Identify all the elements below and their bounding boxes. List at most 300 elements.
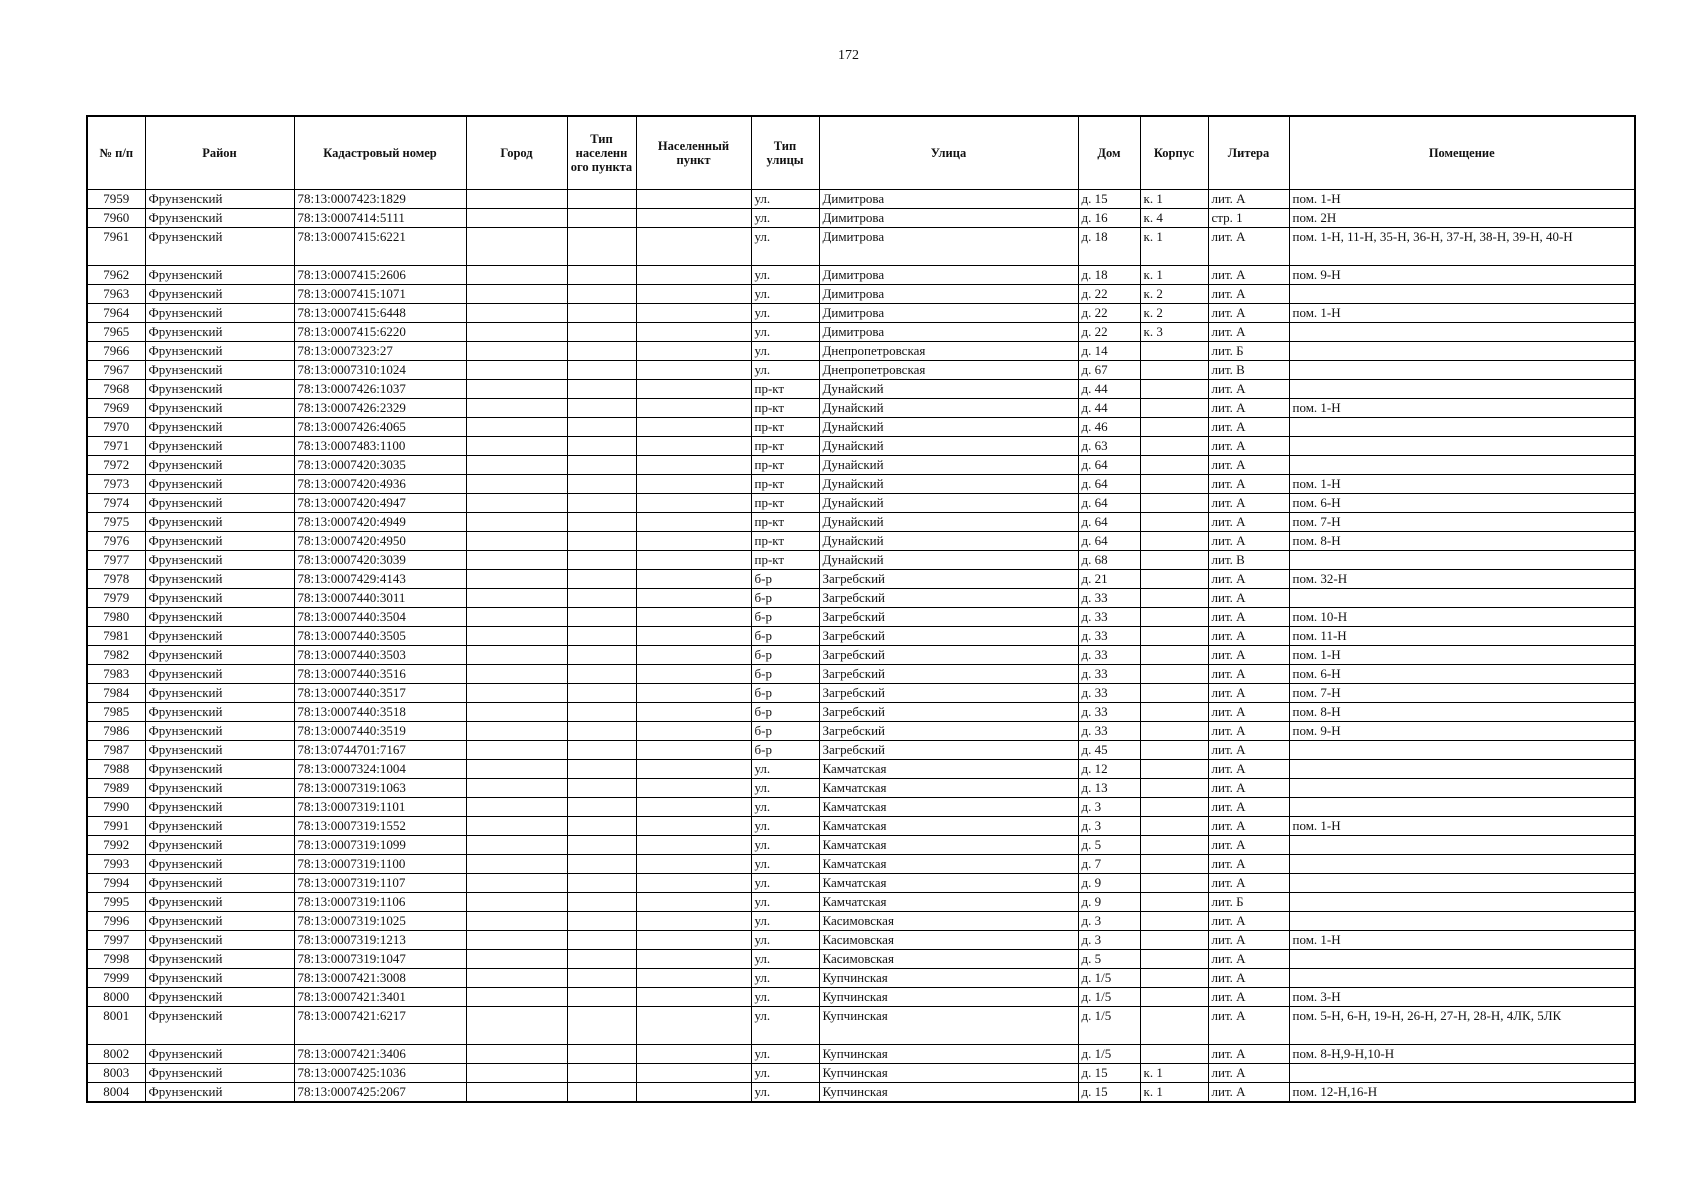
cell-cadastral-number: 78:13:0007440:3011 [294, 589, 466, 608]
cell-premises: пом. 1-Н, 11-Н, 35-Н, 36-Н, 37-Н, 38-Н, 39-Н, 40-Н [1289, 228, 1635, 266]
cell-district: Фрунзенский [145, 380, 294, 399]
cell-letter: стр. 1 [1208, 209, 1289, 228]
cell-street: Дунайский [819, 380, 1078, 399]
cell-cadastral-number: 78:13:0007319:1047 [294, 950, 466, 969]
cell-cadastral-number: 78:13:0007319:1107 [294, 874, 466, 893]
cell-street-type: б-р [751, 608, 819, 627]
cell-settlement-type [567, 646, 636, 665]
cell-district: Фрунзенский [145, 399, 294, 418]
cell-letter: лит. А [1208, 817, 1289, 836]
cell-premises: пом. 9-Н [1289, 266, 1635, 285]
cell-building [1140, 703, 1208, 722]
cell-settlement [636, 494, 751, 513]
cell-district: Фрунзенский [145, 760, 294, 779]
cell-premises [1289, 380, 1635, 399]
cell-street-type: ул. [751, 836, 819, 855]
cell-settlement [636, 266, 751, 285]
cell-settlement-type [567, 209, 636, 228]
cell-street: Димитрова [819, 209, 1078, 228]
cell-city [466, 874, 567, 893]
cell-building [1140, 950, 1208, 969]
cell-settlement-type [567, 779, 636, 798]
cell-street-type: ул. [751, 1007, 819, 1045]
table-row [87, 855, 1635, 874]
cell-premises [1289, 342, 1635, 361]
cell-district: Фрунзенский [145, 1045, 294, 1064]
cell-building [1140, 589, 1208, 608]
cell-row-number: 7970 [87, 418, 145, 437]
cell-street: Димитрова [819, 304, 1078, 323]
cell-building [1140, 912, 1208, 931]
cell-cadastral-number: 78:13:0007415:6448 [294, 304, 466, 323]
cell-settlement [636, 760, 751, 779]
cell-district: Фрунзенский [145, 665, 294, 684]
cell-settlement-type [567, 969, 636, 988]
cell-street: Димитрова [819, 190, 1078, 209]
cell-letter: лит. А [1208, 912, 1289, 931]
table-row [87, 399, 1635, 418]
cell-street: Загребский [819, 608, 1078, 627]
cell-street: Камчатская [819, 760, 1078, 779]
cell-house: д. 1/5 [1078, 1007, 1140, 1045]
cell-settlement-type [567, 608, 636, 627]
cell-building: к. 2 [1140, 304, 1208, 323]
cell-house: д. 1/5 [1078, 988, 1140, 1007]
cell-settlement [636, 836, 751, 855]
cell-building [1140, 513, 1208, 532]
cell-premises: пом. 7-Н [1289, 684, 1635, 703]
cell-letter: лит. А [1208, 874, 1289, 893]
cell-city [466, 570, 567, 589]
cell-letter: лит. А [1208, 836, 1289, 855]
cell-district: Фрунзенский [145, 342, 294, 361]
cell-row-number: 7997 [87, 931, 145, 950]
cell-building [1140, 418, 1208, 437]
cell-letter: лит. А [1208, 475, 1289, 494]
cell-settlement [636, 342, 751, 361]
cell-district: Фрунзенский [145, 627, 294, 646]
cell-street: Камчатская [819, 836, 1078, 855]
col-header-letter: Литера [1208, 116, 1289, 190]
table-row [87, 190, 1635, 209]
cell-street-type: б-р [751, 684, 819, 703]
table-row [87, 836, 1635, 855]
cell-row-number: 8004 [87, 1083, 145, 1103]
cell-settlement [636, 988, 751, 1007]
cell-city [466, 475, 567, 494]
cell-city [466, 912, 567, 931]
cell-city [466, 399, 567, 418]
cell-row-number: 7980 [87, 608, 145, 627]
table-row [87, 1083, 1635, 1103]
cell-city [466, 969, 567, 988]
cell-house: д. 44 [1078, 399, 1140, 418]
cell-premises [1289, 836, 1635, 855]
cell-street-type: пр-кт [751, 551, 819, 570]
cell-street-type: пр-кт [751, 475, 819, 494]
table-row [87, 893, 1635, 912]
cell-building [1140, 646, 1208, 665]
cell-city [466, 779, 567, 798]
cell-cadastral-number: 78:13:0007420:4936 [294, 475, 466, 494]
cell-house: д. 22 [1078, 304, 1140, 323]
cell-settlement-type [567, 285, 636, 304]
cell-letter: лит. А [1208, 988, 1289, 1007]
cell-building [1140, 836, 1208, 855]
cell-street: Камчатская [819, 817, 1078, 836]
cell-street: Дунайский [819, 551, 1078, 570]
cell-street-type: ул. [751, 190, 819, 209]
cell-district: Фрунзенский [145, 931, 294, 950]
cell-settlement [636, 608, 751, 627]
cell-letter: лит. А [1208, 684, 1289, 703]
cell-cadastral-number: 78:13:0007420:4950 [294, 532, 466, 551]
cell-row-number: 7985 [87, 703, 145, 722]
cell-house: д. 33 [1078, 589, 1140, 608]
cell-district: Фрунзенский [145, 551, 294, 570]
cell-city [466, 323, 567, 342]
cell-letter: лит. А [1208, 437, 1289, 456]
cell-settlement [636, 570, 751, 589]
cell-premises: пом. 11-Н [1289, 627, 1635, 646]
cell-row-number: 8002 [87, 1045, 145, 1064]
cell-settlement [636, 551, 751, 570]
cell-district: Фрунзенский [145, 608, 294, 627]
cell-street: Касимовская [819, 912, 1078, 931]
cell-district: Фрунзенский [145, 304, 294, 323]
cell-street-type: ул. [751, 228, 819, 266]
cell-settlement [636, 779, 751, 798]
table-row [87, 494, 1635, 513]
cell-settlement-type [567, 266, 636, 285]
cell-premises [1289, 950, 1635, 969]
cell-city [466, 532, 567, 551]
cell-row-number: 7976 [87, 532, 145, 551]
cell-street: Камчатская [819, 779, 1078, 798]
cell-street: Купчинская [819, 1007, 1078, 1045]
cell-row-number: 7969 [87, 399, 145, 418]
cell-street: Камчатская [819, 874, 1078, 893]
cell-district: Фрунзенский [145, 418, 294, 437]
cell-cadastral-number: 78:13:0007420:3039 [294, 551, 466, 570]
cell-settlement-type [567, 380, 636, 399]
cell-building: к. 1 [1140, 228, 1208, 266]
table-row [87, 228, 1635, 266]
cell-premises [1289, 437, 1635, 456]
cell-street: Загребский [819, 570, 1078, 589]
cell-row-number: 8001 [87, 1007, 145, 1045]
cell-street: Касимовская [819, 931, 1078, 950]
cell-row-number: 7964 [87, 304, 145, 323]
cell-settlement [636, 437, 751, 456]
cell-district: Фрунзенский [145, 475, 294, 494]
col-header-settlement: Населенный пункт [636, 116, 751, 190]
table-row [87, 418, 1635, 437]
cell-house: д. 13 [1078, 779, 1140, 798]
cell-settlement [636, 532, 751, 551]
cell-district: Фрунзенский [145, 855, 294, 874]
cell-district: Фрунзенский [145, 969, 294, 988]
cell-building [1140, 779, 1208, 798]
cell-street: Касимовская [819, 950, 1078, 969]
cell-district: Фрунзенский [145, 798, 294, 817]
cell-building [1140, 1007, 1208, 1045]
table-row [87, 665, 1635, 684]
cell-cadastral-number: 78:13:0007420:4947 [294, 494, 466, 513]
cell-street-type: ул. [751, 1064, 819, 1083]
cell-settlement-type [567, 931, 636, 950]
cell-house: д. 33 [1078, 684, 1140, 703]
cell-city [466, 190, 567, 209]
cell-street: Димитрова [819, 266, 1078, 285]
cell-house: д. 5 [1078, 836, 1140, 855]
cell-city [466, 494, 567, 513]
col-header-city: Город [466, 116, 567, 190]
cell-building [1140, 931, 1208, 950]
cell-street-type: ул. [751, 1083, 819, 1103]
cell-city [466, 798, 567, 817]
cell-letter: лит. А [1208, 722, 1289, 741]
cell-premises [1289, 551, 1635, 570]
cell-street: Купчинская [819, 1064, 1078, 1083]
cell-row-number: 7989 [87, 779, 145, 798]
cell-building [1140, 475, 1208, 494]
cell-cadastral-number: 78:13:0007440:3504 [294, 608, 466, 627]
cell-cadastral-number: 78:13:0007319:1025 [294, 912, 466, 931]
cell-premises: пом. 1-Н [1289, 190, 1635, 209]
cell-house: д. 46 [1078, 418, 1140, 437]
cell-district: Фрунзенский [145, 1083, 294, 1103]
cell-street-type: ул. [751, 209, 819, 228]
cell-house: д. 22 [1078, 323, 1140, 342]
cell-building [1140, 437, 1208, 456]
table-row [87, 779, 1635, 798]
cell-settlement [636, 646, 751, 665]
cell-settlement [636, 228, 751, 266]
cell-street-type: ул. [751, 304, 819, 323]
cell-settlement-type [567, 361, 636, 380]
cell-row-number: 8000 [87, 988, 145, 1007]
table-row [87, 551, 1635, 570]
cell-street-type: пр-кт [751, 456, 819, 475]
cell-cadastral-number: 78:13:0007415:6220 [294, 323, 466, 342]
cell-settlement [636, 513, 751, 532]
cell-street-type: пр-кт [751, 437, 819, 456]
cell-building: к. 1 [1140, 1083, 1208, 1103]
cell-row-number: 7968 [87, 380, 145, 399]
cell-letter: лит. В [1208, 361, 1289, 380]
cell-street: Димитрова [819, 323, 1078, 342]
cell-district: Фрунзенский [145, 1064, 294, 1083]
cell-district: Фрунзенский [145, 722, 294, 741]
cell-district: Фрунзенский [145, 266, 294, 285]
cell-row-number: 7975 [87, 513, 145, 532]
header-row [87, 116, 1635, 190]
cell-letter: лит. А [1208, 779, 1289, 798]
cell-settlement [636, 209, 751, 228]
cell-street: Днепропетровская [819, 361, 1078, 380]
cell-letter: лит. А [1208, 380, 1289, 399]
cell-house: д. 68 [1078, 551, 1140, 570]
cell-city [466, 418, 567, 437]
cell-building: к. 4 [1140, 209, 1208, 228]
cell-street-type: ул. [751, 1045, 819, 1064]
cell-row-number: 7982 [87, 646, 145, 665]
cell-city [466, 627, 567, 646]
cell-premises [1289, 323, 1635, 342]
cell-premises: пом. 3-Н [1289, 988, 1635, 1007]
cell-street: Загребский [819, 684, 1078, 703]
table-row [87, 209, 1635, 228]
cell-street: Дунайский [819, 418, 1078, 437]
cell-settlement-type [567, 418, 636, 437]
cell-settlement-type [567, 798, 636, 817]
cell-row-number: 7974 [87, 494, 145, 513]
cell-premises: пом. 1-Н [1289, 817, 1635, 836]
cell-city [466, 988, 567, 1007]
cell-premises: пом. 5-Н, 6-Н, 19-Н, 26-Н, 27-Н, 28-Н, 4ЛК, 5ЛК [1289, 1007, 1635, 1045]
cell-building [1140, 570, 1208, 589]
cell-letter: лит. А [1208, 703, 1289, 722]
cell-house: д. 3 [1078, 798, 1140, 817]
cell-building: к. 1 [1140, 190, 1208, 209]
table-row [87, 627, 1635, 646]
cell-building [1140, 627, 1208, 646]
cell-row-number: 7999 [87, 969, 145, 988]
cell-settlement [636, 323, 751, 342]
cell-street: Загребский [819, 665, 1078, 684]
cell-street: Загребский [819, 722, 1078, 741]
table-row [87, 513, 1635, 532]
cell-row-number: 7960 [87, 209, 145, 228]
cell-city [466, 513, 567, 532]
cell-row-number: 7994 [87, 874, 145, 893]
cell-street-type: б-р [751, 646, 819, 665]
cell-city [466, 950, 567, 969]
cell-row-number: 7988 [87, 760, 145, 779]
cell-cadastral-number: 78:13:0007440:3517 [294, 684, 466, 703]
cell-settlement-type [567, 1007, 636, 1045]
cell-district: Фрунзенский [145, 589, 294, 608]
cell-street: Купчинская [819, 969, 1078, 988]
cell-district: Фрунзенский [145, 513, 294, 532]
cell-street-type: ул. [751, 874, 819, 893]
cell-street-type: ул. [751, 912, 819, 931]
cell-letter: лит. А [1208, 570, 1289, 589]
cell-settlement [636, 1083, 751, 1103]
cell-city [466, 228, 567, 266]
cell-building [1140, 1045, 1208, 1064]
cell-settlement-type [567, 836, 636, 855]
cell-cadastral-number: 78:13:0007425:1036 [294, 1064, 466, 1083]
cell-district: Фрунзенский [145, 1007, 294, 1045]
cell-city [466, 817, 567, 836]
cell-letter: лит. А [1208, 1064, 1289, 1083]
cell-row-number: 7991 [87, 817, 145, 836]
table-row [87, 741, 1635, 760]
cell-letter: лит. А [1208, 855, 1289, 874]
cell-street: Димитрова [819, 228, 1078, 266]
cell-street: Загребский [819, 646, 1078, 665]
table-row [87, 608, 1635, 627]
cell-house: д. 64 [1078, 494, 1140, 513]
cell-street: Купчинская [819, 988, 1078, 1007]
cell-letter: лит. А [1208, 323, 1289, 342]
cell-cadastral-number: 78:13:0007319:1106 [294, 893, 466, 912]
col-header-settlement-type: Тип населенн ого пункта [567, 116, 636, 190]
cell-street: Дунайский [819, 532, 1078, 551]
cell-letter: лит. А [1208, 665, 1289, 684]
table-row [87, 323, 1635, 342]
cell-settlement-type [567, 1064, 636, 1083]
cell-house: д. 33 [1078, 608, 1140, 627]
cell-letter: лит. А [1208, 931, 1289, 950]
cell-city [466, 1064, 567, 1083]
table-row [87, 760, 1635, 779]
cell-letter: лит. А [1208, 798, 1289, 817]
table-row [87, 646, 1635, 665]
cell-street-type: ул. [751, 779, 819, 798]
cell-street: Загребский [819, 627, 1078, 646]
cell-letter: лит. Б [1208, 893, 1289, 912]
cell-building [1140, 722, 1208, 741]
cell-cadastral-number: 78:13:0007319:1100 [294, 855, 466, 874]
cell-house: д. 1/5 [1078, 969, 1140, 988]
cell-premises: пом. 6-Н [1289, 494, 1635, 513]
cell-street-type: ул. [751, 760, 819, 779]
table-row [87, 988, 1635, 1007]
cell-street: Днепропетровская [819, 342, 1078, 361]
cell-row-number: 7987 [87, 741, 145, 760]
cell-settlement-type [567, 228, 636, 266]
cell-settlement [636, 912, 751, 931]
table-row [87, 380, 1635, 399]
cell-street: Загребский [819, 703, 1078, 722]
table-row [87, 798, 1635, 817]
cell-settlement-type [567, 665, 636, 684]
cell-premises [1289, 1064, 1635, 1083]
cell-street-type: пр-кт [751, 532, 819, 551]
cell-settlement [636, 399, 751, 418]
cell-premises [1289, 779, 1635, 798]
cell-street: Дунайский [819, 437, 1078, 456]
cell-row-number: 7965 [87, 323, 145, 342]
cell-letter: лит. А [1208, 1083, 1289, 1103]
cell-cadastral-number: 78:13:0007324:1004 [294, 760, 466, 779]
cell-settlement-type [567, 760, 636, 779]
cell-house: д. 9 [1078, 893, 1140, 912]
cell-house: д. 7 [1078, 855, 1140, 874]
cell-premises [1289, 874, 1635, 893]
cell-settlement [636, 722, 751, 741]
cell-building [1140, 893, 1208, 912]
table-row [87, 570, 1635, 589]
cell-settlement-type [567, 342, 636, 361]
cell-settlement-type [567, 988, 636, 1007]
cell-house: д. 22 [1078, 285, 1140, 304]
cell-house: д. 21 [1078, 570, 1140, 589]
cell-letter: лит. А [1208, 513, 1289, 532]
cell-city [466, 437, 567, 456]
cell-settlement-type [567, 456, 636, 475]
cell-settlement-type [567, 950, 636, 969]
cell-street: Дунайский [819, 475, 1078, 494]
cell-city [466, 266, 567, 285]
cell-street-type: пр-кт [751, 494, 819, 513]
table-row [87, 532, 1635, 551]
cell-letter: лит. А [1208, 266, 1289, 285]
cell-house: д. 16 [1078, 209, 1140, 228]
